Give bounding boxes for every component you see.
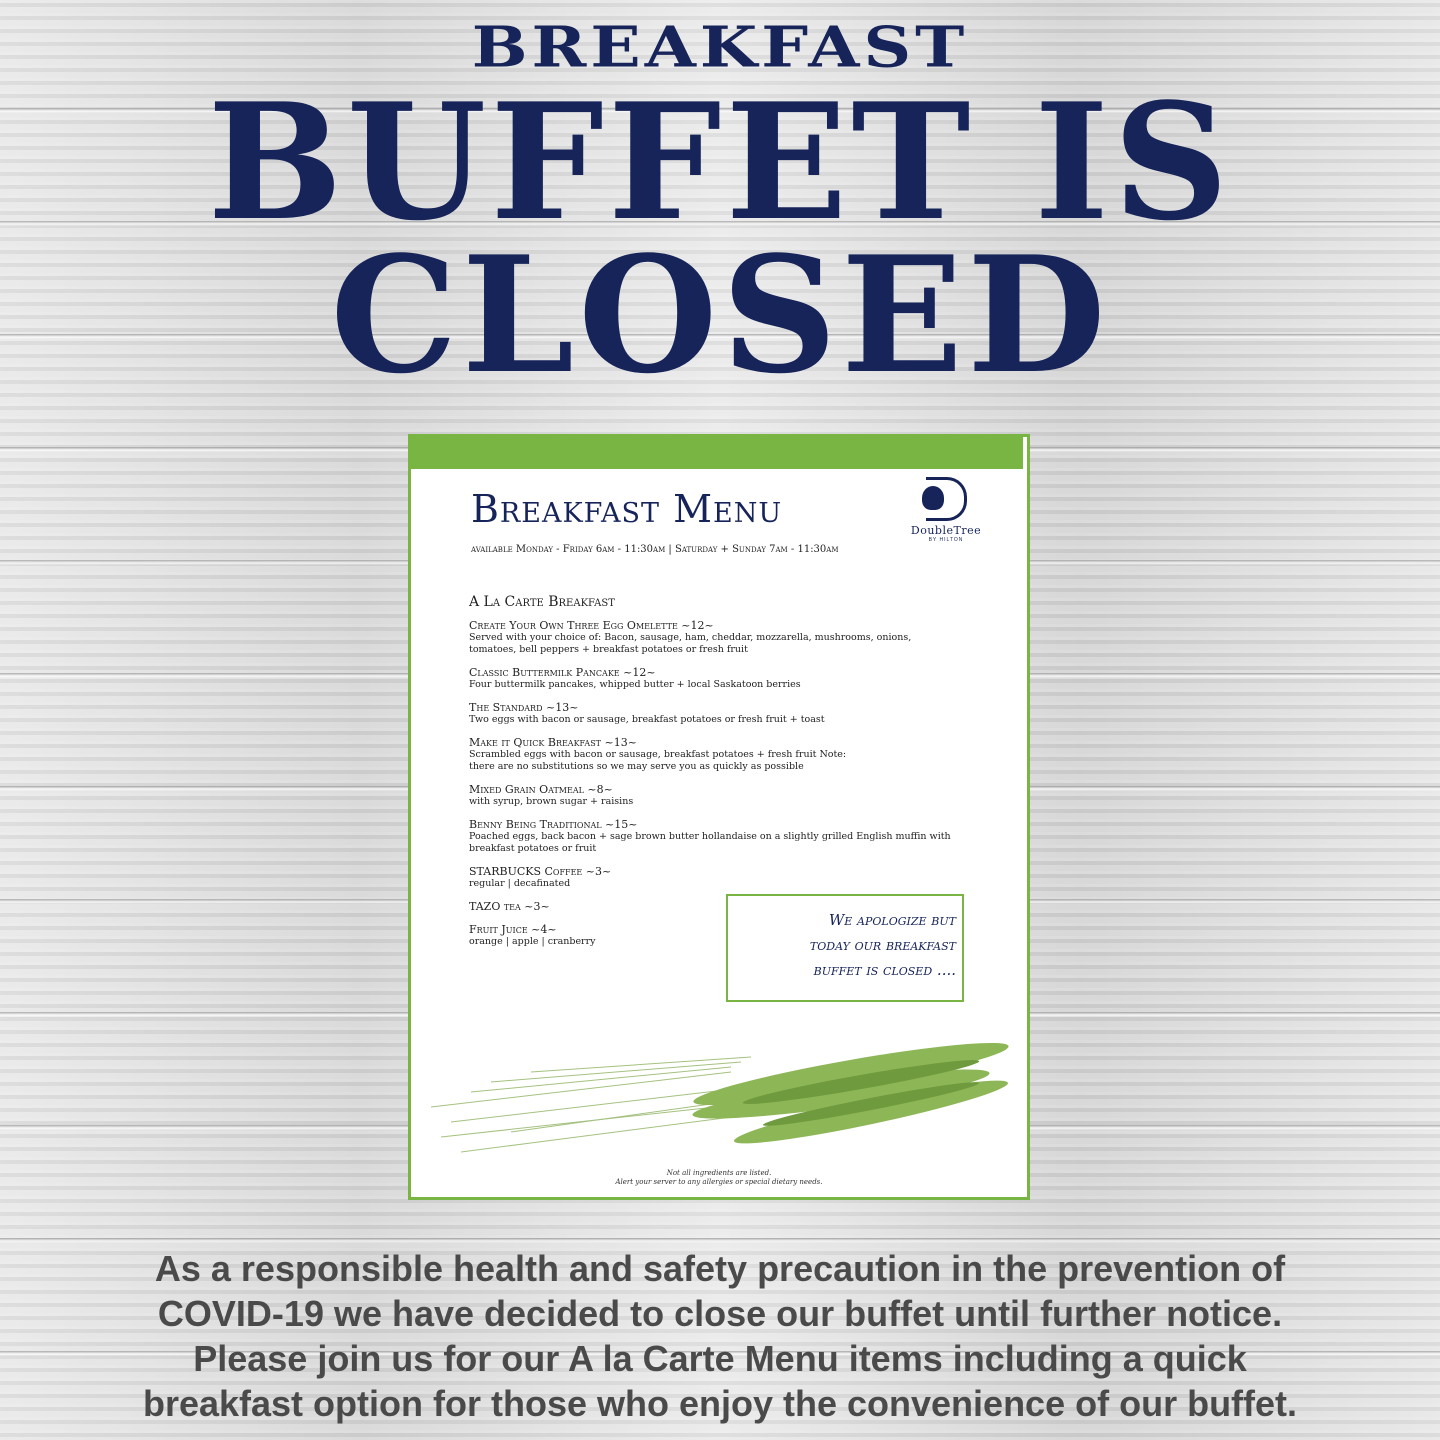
menu-item-desc: with syrup, brown sugar + raisins <box>469 796 634 807</box>
headline-closed: CLOSED <box>330 221 1110 409</box>
menu-item <box>469 666 969 691</box>
menu-item-name: Make it Quick Breakfast ~13~ <box>469 736 637 749</box>
logo-name: DoubleTree <box>910 524 982 537</box>
menu-item-name: Create Your Own Three Egg Omelette ~12~ <box>469 619 714 632</box>
menu-item-name: STARBUCKS Coffee ~3~ <box>469 865 612 878</box>
section-heading: A La Carte Breakfast <box>469 594 615 610</box>
menu-item <box>469 783 969 808</box>
menu-item-desc: regular | decafinated <box>469 878 571 889</box>
menu-item-name: Benny Being Traditional ~15~ <box>469 818 638 831</box>
footnote-line: Not all ingredients are listed. <box>666 1169 772 1177</box>
menu-item-name: Fruit Juice ~4~ <box>469 923 557 936</box>
headline-breakfast: BREAKFAST <box>471 13 969 81</box>
notice-line: buffet is closed .... <box>813 961 956 979</box>
menu-item-name: Classic Buttermilk Pancake ~12~ <box>469 666 656 679</box>
breakfast-menu-card <box>408 434 1030 1200</box>
headline-buffet-is: BUFFET IS <box>207 68 1233 256</box>
wheat-image <box>431 1012 1011 1162</box>
menu-item-desc: Four buttermilk pancakes, whipped butter + local Saskatoon berries <box>469 679 801 690</box>
menu-title: Breakfast Menu <box>471 487 783 531</box>
menu-item-desc: orange | apple | cranberry <box>469 936 596 947</box>
menu-item <box>469 619 969 656</box>
covid-notice-text <box>40 1246 1400 1426</box>
logo-sub: BY HILTON <box>928 537 964 543</box>
menu-item <box>469 736 969 773</box>
tree-logo-icon <box>926 477 967 521</box>
buffet-closed-notice <box>726 894 964 1002</box>
menu-item <box>469 818 969 855</box>
menu-item-name: The Standard ~13~ <box>469 701 579 714</box>
menu-footnote <box>411 1169 1027 1187</box>
menu-item <box>469 865 969 890</box>
menu-top-bar <box>411 437 1023 469</box>
notice-text-line: Please join us for our A la Carte Menu items including a quick <box>193 1338 1247 1379</box>
menu-hours: available Monday - Friday 6am - 11:30am | Saturday + Sunday 7am - 11:30am <box>471 544 839 555</box>
menu-item-name: Mixed Grain Oatmeal ~8~ <box>469 783 613 796</box>
menu-item-desc: Two eggs with bacon or sausage, breakfast potatoes or fresh fruit + toast <box>469 714 825 725</box>
notice-text-line: As a responsible health and safety precaution in the prevention of <box>154 1248 1286 1289</box>
notice-line: today our breakfast <box>809 936 956 954</box>
menu-item <box>469 701 969 726</box>
notice-text-line: COVID-19 we have decided to close our buffet until further notice. <box>157 1293 1283 1334</box>
menu-item-desc: Served with your choice of: Bacon, sausage, ham, cheddar, mozzarella, mushrooms, onions, tomatoes, bell peppers + breakfast potatoes or fresh fruit <box>469 632 912 655</box>
doubletree-logo <box>901 477 991 543</box>
menu-item-desc: Scrambled eggs with bacon or sausage, breakfast potatoes + fresh fruit Note: there are no substitutions so we may serve you as quickly as possible <box>469 749 847 772</box>
footnote-line: Alert your server to any allergies or special dietary needs. <box>615 1178 823 1186</box>
menu-item-desc: Poached eggs, back bacon + sage brown butter hollandaise on a slightly grilled English muffin with breakfast potatoes or fruit <box>469 831 951 854</box>
menu-item-name: TAZO tea ~3~ <box>469 900 550 913</box>
notice-line: We apologize but <box>828 911 956 929</box>
notice-text-line: breakfast option for those who enjoy the convenience of our buffet. <box>142 1383 1298 1424</box>
